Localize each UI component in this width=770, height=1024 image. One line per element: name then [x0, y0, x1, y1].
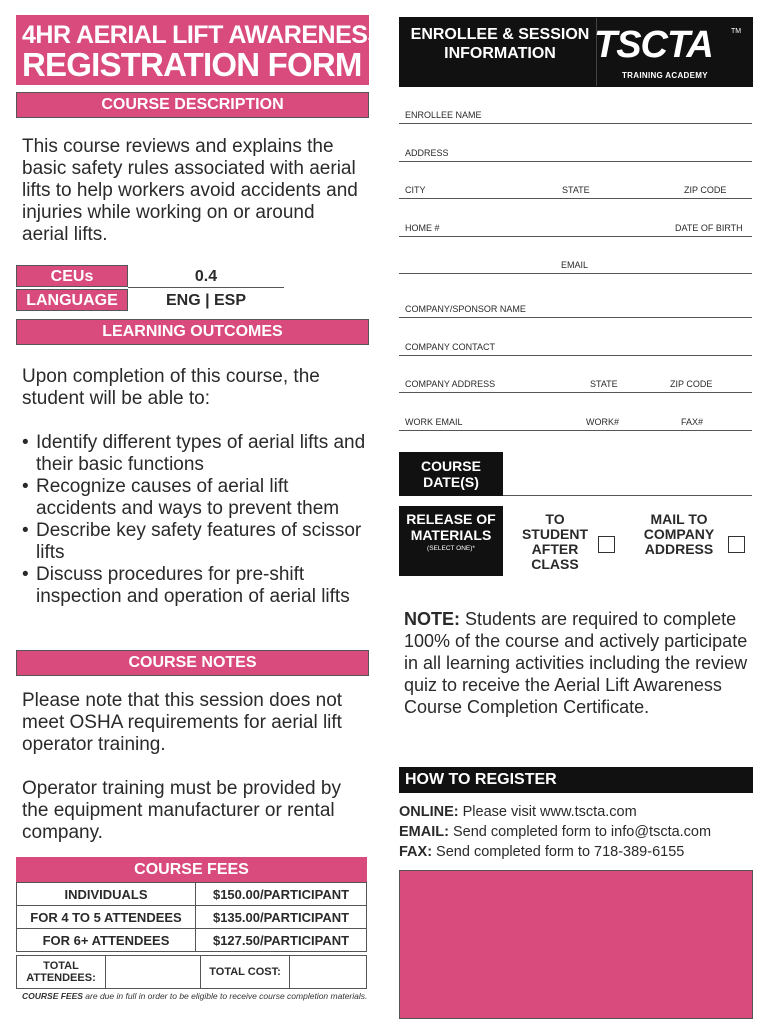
course-fees-heading: COURSE FEES: [16, 857, 367, 882]
enrollee-name-field[interactable]: [399, 88, 752, 124]
logo-trademark: TM: [731, 28, 742, 35]
company-name-field[interactable]: [399, 282, 752, 318]
field-label: DATE OF BIRTH: [675, 223, 743, 233]
table-row: [17, 883, 367, 906]
list-item: • Recognize causes of aerial lift accidents and ways to prevent them: [22, 476, 367, 520]
field-label: STATE: [562, 185, 590, 195]
total-attendees-label: TOTAL ATTENDEES:: [17, 956, 106, 989]
logo-subtitle: TRAINING ACADEMY: [622, 71, 708, 80]
release-select-hint: (SELECT ONE)*: [427, 545, 475, 552]
office-use-block: [399, 870, 753, 1019]
completion-note: [404, 608, 754, 718]
language-value: ENG | ESP: [165, 292, 247, 309]
address-field[interactable]: [399, 126, 752, 162]
work-contact-field[interactable]: [399, 395, 752, 431]
option-to-student-label: TO STUDENT AFTER CLASS: [521, 511, 589, 572]
course-dates-field[interactable]: [503, 495, 752, 496]
learning-outcomes-list: [22, 432, 367, 608]
field-label: COMPANY/SPONSOR NAME: [405, 304, 526, 314]
fee-price: $135.00/PARTICIPANT: [196, 906, 367, 929]
option-mail-label: MAIL TO COMPANY ADDRESS: [643, 511, 715, 557]
fax-text: Send completed form to 718-389-6155: [432, 844, 685, 860]
learning-outcomes-heading: LEARNING OUTCOMES: [16, 319, 369, 345]
company-contact-field[interactable]: [399, 320, 752, 356]
table-row: [17, 906, 367, 929]
home-dob-field[interactable]: [399, 201, 752, 237]
field-label: STATE: [590, 379, 618, 389]
fee-price: $127.50/PARTICIPANT: [196, 929, 367, 952]
course-notes-heading: COURSE NOTES: [16, 650, 369, 676]
list-item: • Describe key safety features of scissor lifts: [22, 520, 367, 564]
language-label: LANGUAGE: [16, 289, 128, 311]
fine-print-bold: COURSE FEES: [22, 991, 83, 1001]
table-row: [17, 956, 367, 989]
enrollee-heading: ENROLLEE & SESSION INFORMATION: [410, 26, 590, 62]
ceus-value: 0.4: [128, 265, 284, 288]
fine-print-text: are due in full in order to be eligible to receive course completion materials.: [82, 991, 368, 1001]
email-text: Send completed form to info@tscta.com: [448, 824, 712, 840]
fee-label: FOR 6+ ATTENDEES: [17, 929, 196, 952]
tscta-logo: TSCTA: [594, 24, 713, 66]
note-label: NOTE:: [404, 609, 460, 629]
field-label: WORK EMAIL: [405, 417, 463, 427]
field-label: EMAIL: [561, 260, 589, 270]
fees-fine-print: [22, 991, 367, 1001]
title-line-1: 4HR AERIAL LIFT AWARENESS: [22, 21, 384, 49]
mail-to-company-checkbox[interactable]: [728, 536, 745, 553]
list-item: • Identify different types of aerial lifts and their basic functions: [22, 432, 367, 476]
online-text: Please visit www.tscta.com: [458, 804, 637, 820]
field-label: ENROLLEE NAME: [405, 110, 482, 120]
course-notes-para-1: Please note that this session does not meet OSHA requirements for aerial lift operator training.: [22, 690, 343, 755]
total-attendees-field[interactable]: [106, 956, 201, 989]
register-fax: [399, 844, 684, 860]
field-label: COMPANY CONTACT: [405, 342, 496, 352]
register-email: [399, 824, 711, 840]
total-cost-label: TOTAL COST:: [201, 956, 290, 989]
course-notes-para-2: Operator training must be provided by the equipment manufacturer or rental company.: [22, 778, 341, 843]
fee-price: $150.00/PARTICIPANT: [196, 883, 367, 906]
course-description-heading: COURSE DESCRIPTION: [16, 92, 369, 118]
course-description-text: This course reviews and explains the basic safety rules associated with aerial lifts to help workers avoid accidents and injuries while working on or around aerial lifts.: [22, 136, 358, 245]
to-student-checkbox[interactable]: [598, 536, 615, 553]
fax-label: FAX:: [399, 844, 433, 860]
field-label: FAX#: [681, 417, 704, 427]
release-of-materials-label: [399, 506, 503, 576]
learning-outcomes-intro: Upon completion of this course, the student will be able to:: [22, 366, 320, 409]
field-label: ADDRESS: [405, 148, 449, 158]
list-item: • Discuss procedures for pre-shift inspection and operation of aerial lifts: [22, 564, 367, 608]
email-field[interactable]: [399, 238, 752, 274]
total-cost-field[interactable]: [290, 956, 367, 989]
fees-totals-table: [16, 955, 367, 989]
field-label: WORK#: [586, 417, 620, 427]
city-state-zip-field[interactable]: [399, 163, 752, 199]
note-text: Students are required to complete 100% of the course and actively participate in all learning activities including the review quiz to receive the Aerial Lift Awareness Course Completion Certificate.: [404, 609, 748, 717]
release-label-text: RELEASE OF MATERIALS: [406, 511, 496, 543]
field-label: ZIP CODE: [670, 379, 713, 389]
field-label: COMPANY ADDRESS: [405, 379, 496, 389]
company-address-field[interactable]: [399, 357, 752, 393]
how-to-register-heading: HOW TO REGISTER: [399, 767, 753, 793]
register-online: [399, 804, 637, 820]
email-label: EMAIL:: [399, 824, 449, 840]
fee-label: INDIVIDUALS: [17, 883, 196, 906]
ceus-label: CEUs: [16, 265, 128, 287]
field-label: ZIP CODE: [684, 185, 727, 195]
table-row: [17, 929, 367, 952]
online-label: ONLINE:: [399, 804, 459, 820]
fee-label: FOR 4 TO 5 ATTENDEES: [17, 906, 196, 929]
course-dates-label: COURSE DATE(S): [399, 452, 503, 496]
field-label: HOME #: [405, 223, 440, 233]
field-label: CITY: [405, 185, 426, 195]
page-title: REGISTRATION FORM: [22, 46, 362, 83]
fees-table: [16, 882, 367, 952]
